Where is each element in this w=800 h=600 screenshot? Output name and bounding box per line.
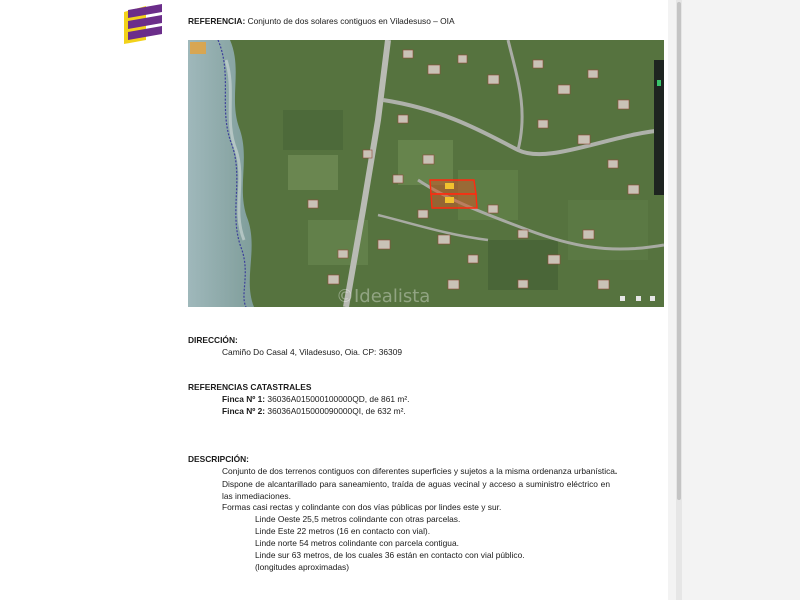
boundary-west: Linde Oeste 25,5 metros colindante con otras parcelas. — [255, 514, 461, 524]
finca-2-value: 36036A015000090000QI, de 632 m². — [267, 406, 406, 416]
description-line-1-text: Conjunto de dos terrenos contiguos con diferentes superficies y sujetos a la misma ordenanza urbanística — [222, 466, 615, 476]
description-paragraph-2: Dispone de alcantarillado para saneamiento, traída de aguas vecinal y acceso a suministro eléctrico en las inmediaciones. — [222, 479, 610, 501]
boundary-north: Linde norte 54 metros colindante con parcela contigua. — [255, 538, 459, 548]
finca-1-value: 36036A015000100000QD, de 861 m². — [267, 394, 410, 404]
finca-2-line — [222, 406, 406, 416]
cadastral-label: REFERENCIAS CATASTRALES — [188, 382, 312, 392]
map-watermark: ©Idealista — [336, 286, 431, 307]
address-text: Camiño Do Casal 4, Viladesuso, Oia. CP: 36309 — [222, 347, 403, 357]
description-line-1 — [222, 466, 617, 476]
address-label: DIRECCIÓN: — [188, 335, 238, 345]
parcel-highlight — [430, 180, 477, 208]
company-logo — [122, 4, 166, 44]
finca-2-label: Finca Nº 2: — [222, 406, 266, 416]
description-line-3: Formas casi rectas y colindante con dos vías públicas por lindes este y sur. — [222, 502, 502, 512]
finca-1-label: Finca Nº 1: — [222, 394, 266, 404]
boundary-note: (longitudes aproximadas) — [255, 562, 350, 572]
description-label: DESCRIPCIÓN: — [188, 454, 249, 464]
finca-1-line — [222, 394, 409, 404]
satellite-map — [188, 40, 664, 307]
scrollbar-thumb[interactable] — [677, 2, 681, 500]
description-line-1-end: . — [614, 466, 618, 476]
boundary-south: Linde sur 63 metros, de los cuales 36 están en contacto con vial público. — [255, 550, 525, 560]
boundary-east: Linde Este 22 metros (16 en contacto con vial). — [255, 526, 431, 536]
reference-label: REFERENCIA: — [188, 16, 246, 26]
viewer-background — [668, 0, 800, 600]
reference-text: Conjunto de dos solares contiguos en Viladesuso – OIA — [247, 16, 455, 26]
reference-line — [188, 16, 455, 26]
